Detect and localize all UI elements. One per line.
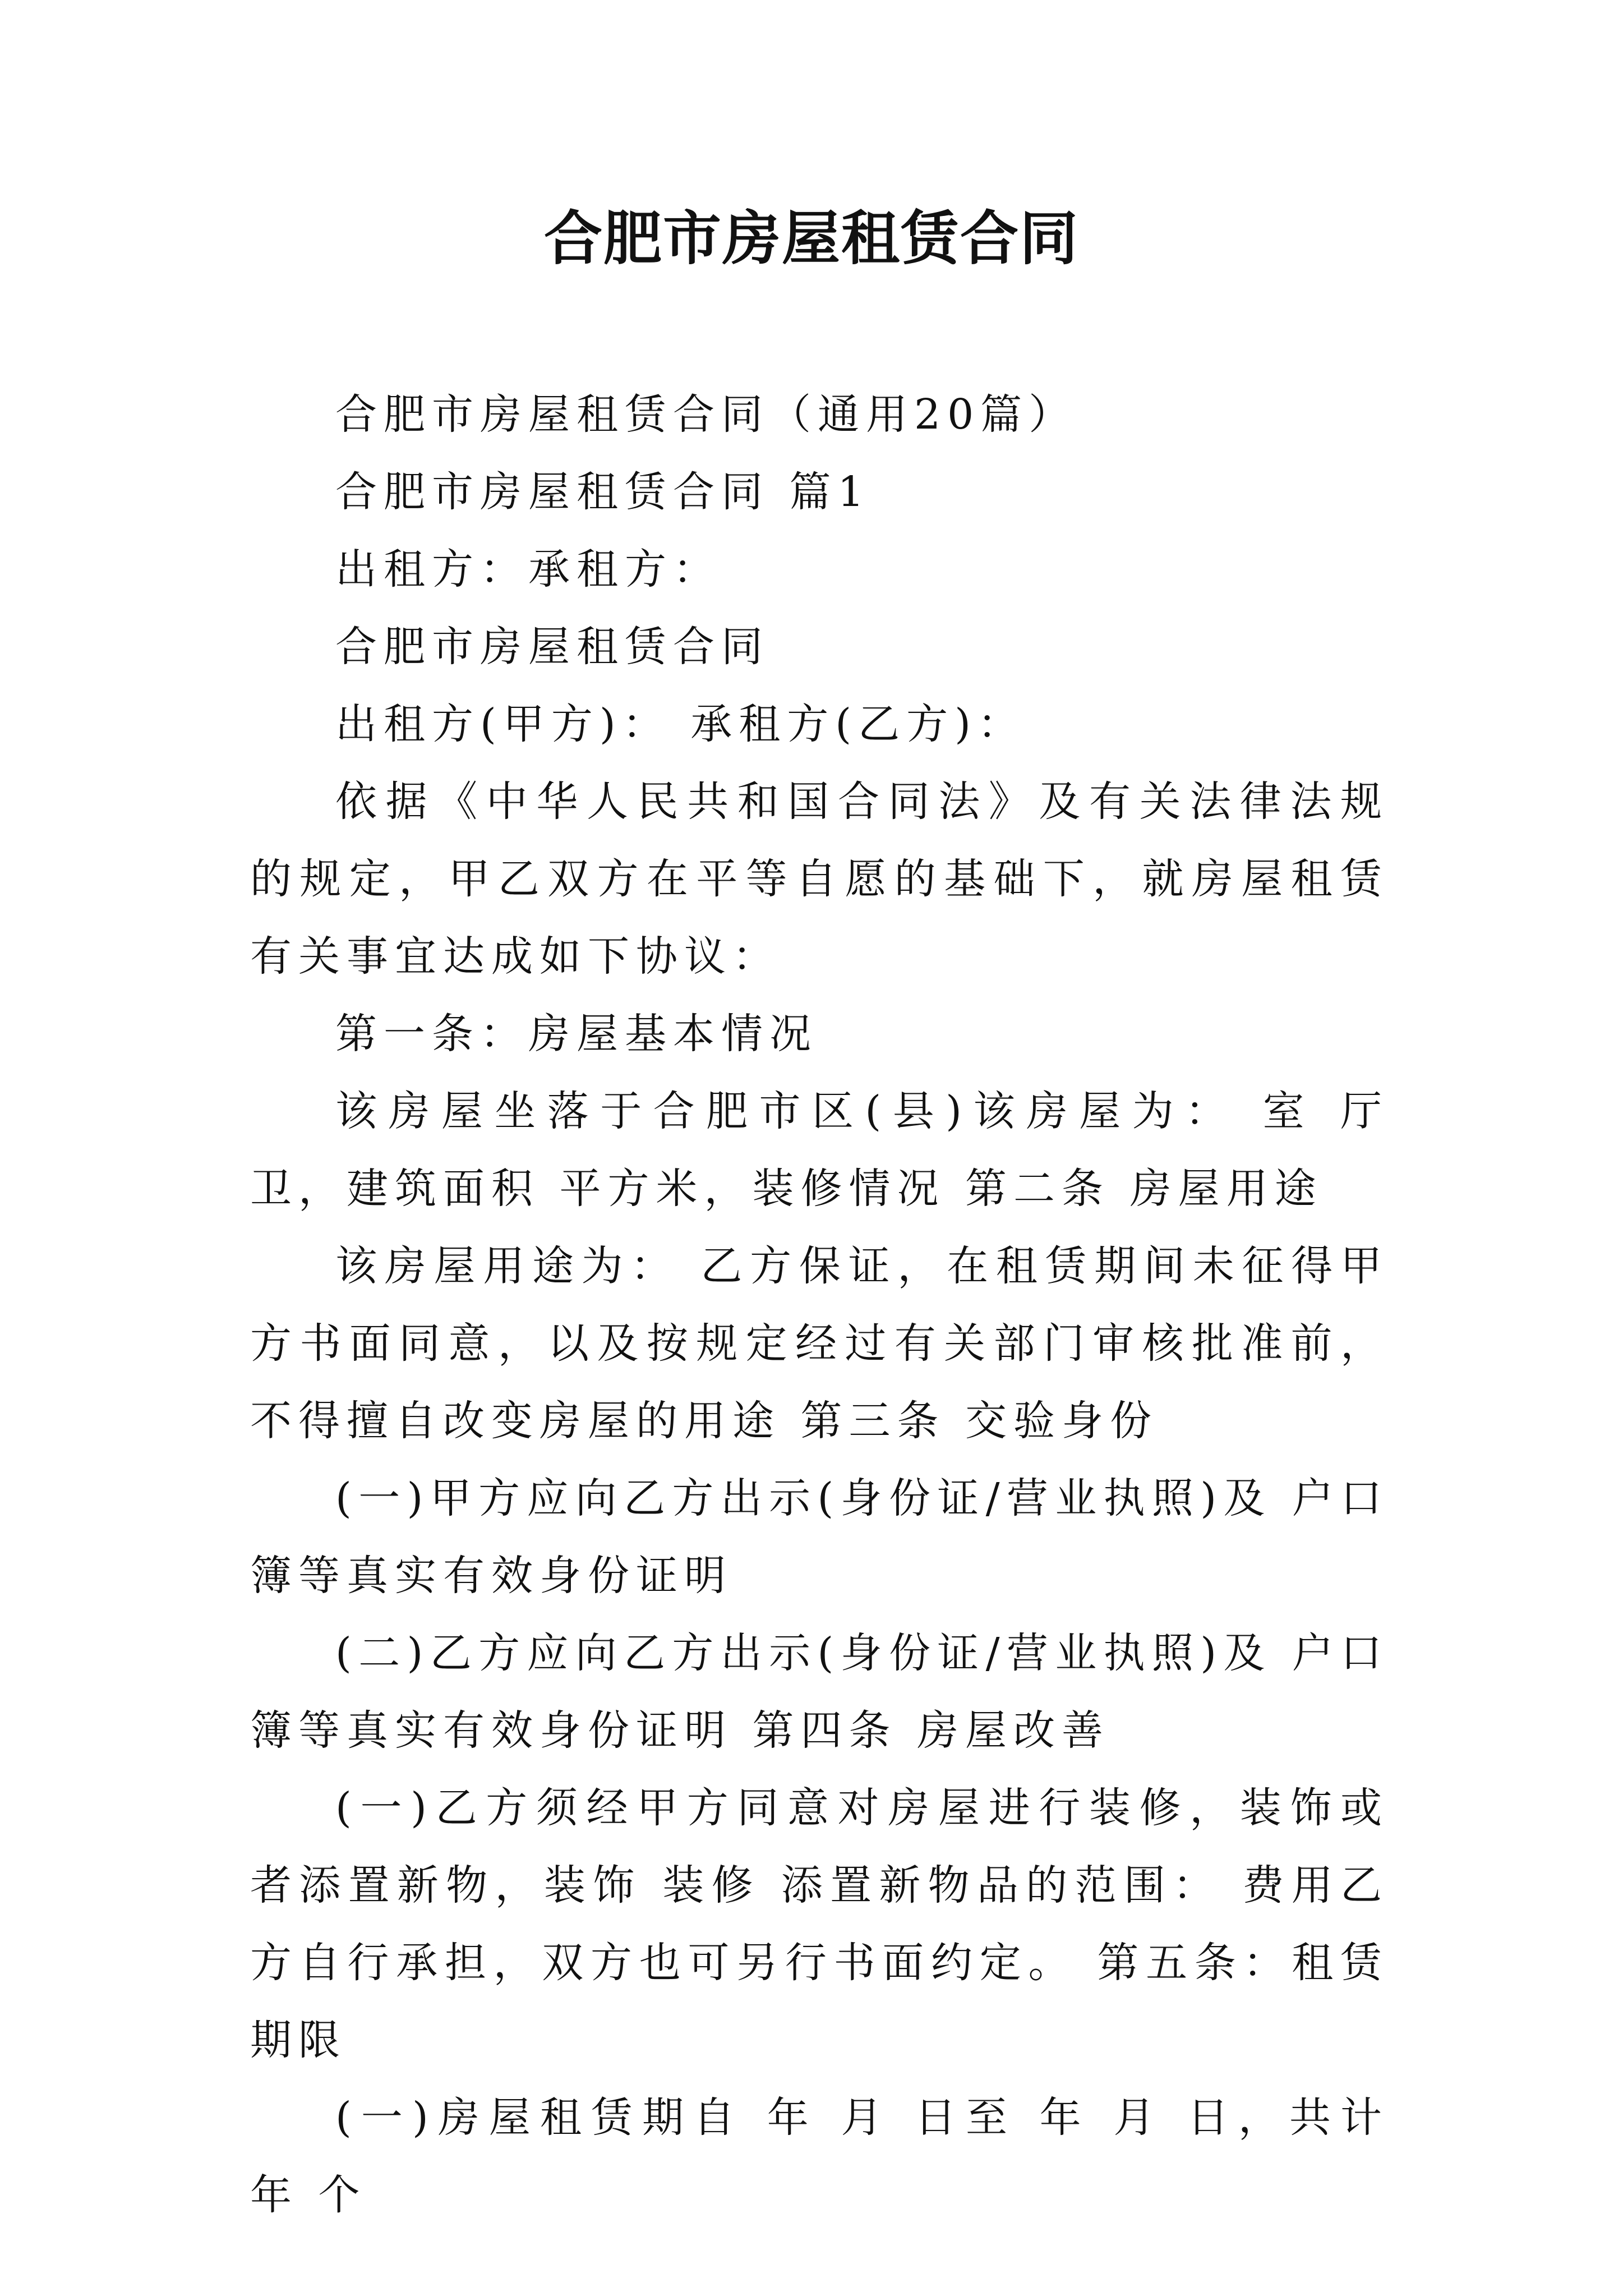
paragraph-article-4-item-1: (一)乙方须经甲方同意对房屋进行装修，装饰或者添置新物，装饰 装修 添置新物品的范围： 费用乙方自行承担，双方也可另行书面约定。 第五条：租赁期限 [250,1784,1389,2064]
paragraph-article-3-item-1: (一)甲方应向乙方出示(身份证/营业执照)及 户口簿等真实有效身份证明 [250,1474,1389,1600]
paragraph-contract-name: 合肥市房屋租赁合同 [335,623,769,671]
document-title: 合肥市房屋租赁合同 [543,204,1079,273]
paragraph-article-1-body: 该房屋坐落于合肥市区(县)该房屋为： 室 厅 卫，建筑面积 平方米，装修情况 第二条 房屋用途 [250,1087,1389,1213]
paragraph-preamble: 依据《中华人民共和国合同法》及有关法律法规的规定，甲乙双方在平等自愿的基础下，就房屋租赁有关事宜达成如下协议： [250,777,1389,981]
paragraph-article-3-item-2: (二)乙方应向乙方出示(身份证/营业执照)及 户口簿等真实有效身份证明 第四条 房屋改善 [250,1629,1389,1755]
paragraph-parties-short: 出租方：承租方： [335,545,721,593]
paragraph-parties: 出租方(甲方)： 承租方(乙方)： [335,700,1026,748]
paragraph-article-2-body: 该房屋用途为： 乙方保证，在租赁期间未征得甲方书面同意，以及按规定经过有关部门审核批准前，不得擅自改变房屋的用途 第三条 交验身份 [250,1242,1389,1445]
paragraph-section-heading: 合肥市房屋租赁合同 篇1 [335,468,871,516]
document-body [250,376,1389,2234]
paragraph-article-1-heading: 第一条：房屋基本情况 [335,1010,818,1058]
paragraph-subtitle: 合肥市房屋租赁合同（通用20篇） [335,390,1077,439]
paragraph-article-5-item-1: (一)房屋租赁期自 年 月 日至 年 月 日，共计 年 个 [250,2093,1389,2219]
